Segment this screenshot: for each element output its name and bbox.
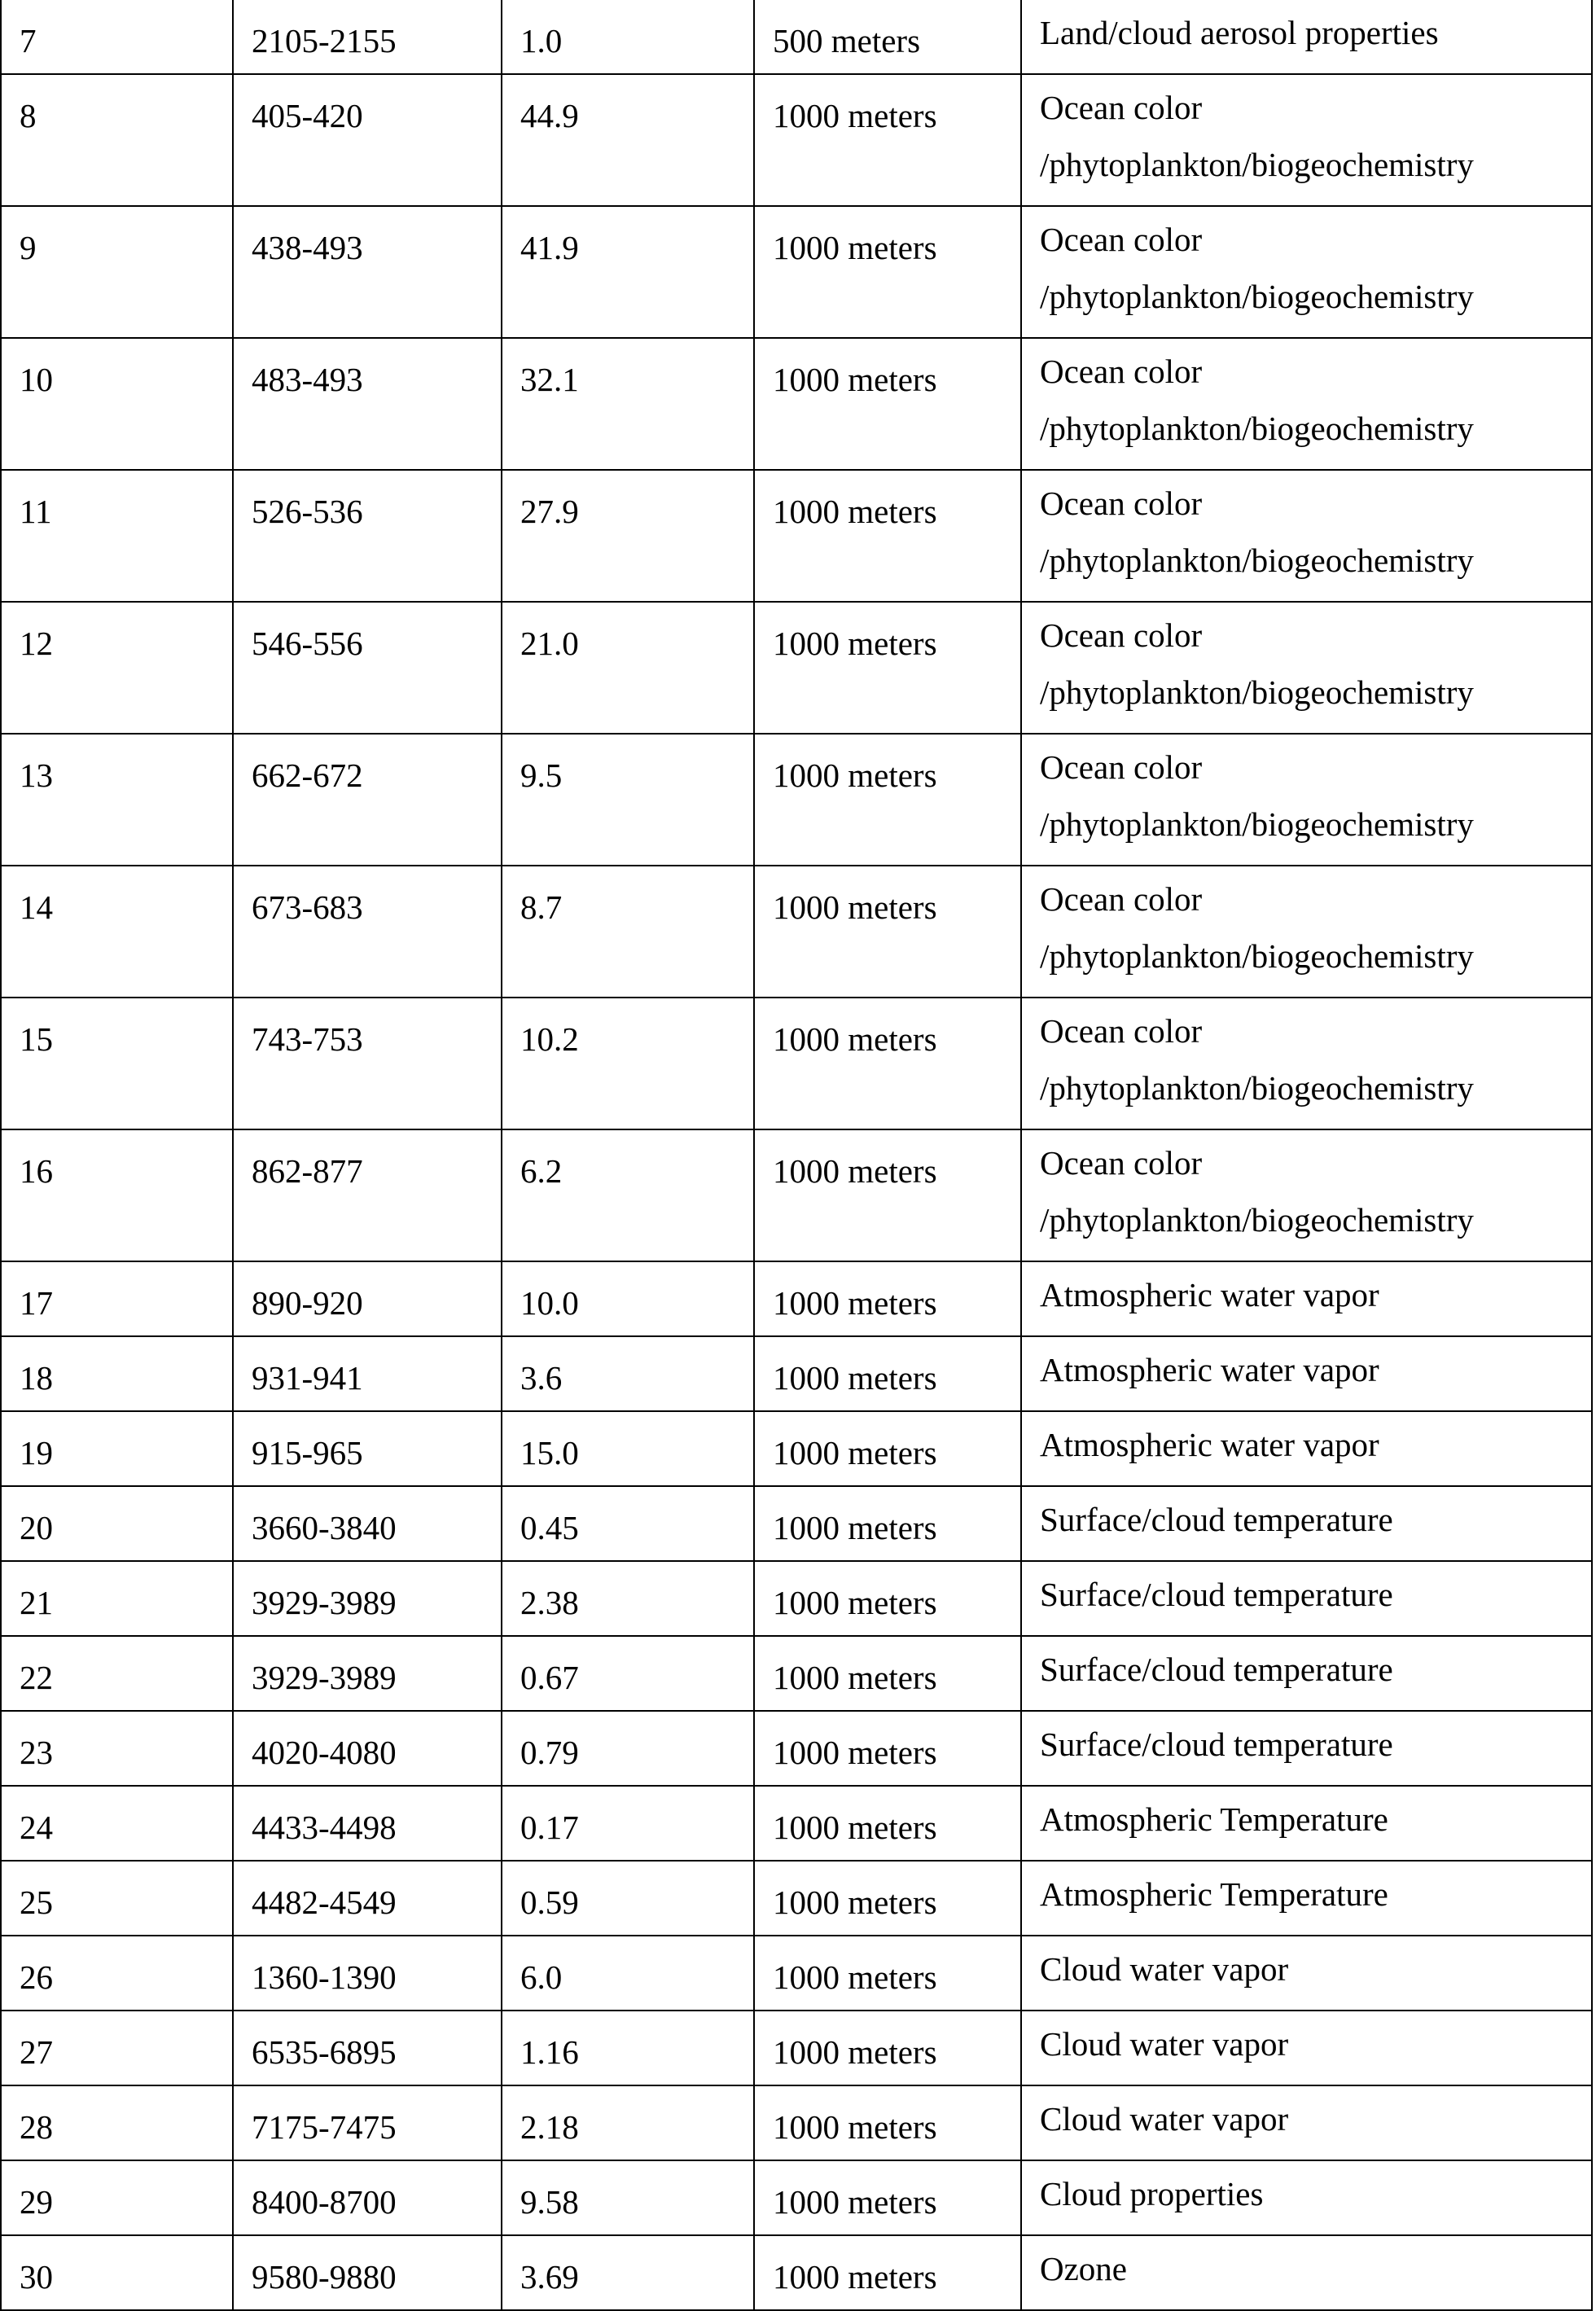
primary-use-line: Ocean color xyxy=(1040,748,1203,786)
primary-use-cell xyxy=(1021,602,1592,734)
band-number-cell: 26 xyxy=(1,1936,233,2011)
table-row xyxy=(1,74,1592,206)
resolution-cell: 1000 meters xyxy=(754,1636,1021,1711)
resolution-cell: 1000 meters xyxy=(754,1411,1021,1486)
resolution-cell: 1000 meters xyxy=(754,1486,1021,1561)
band-number-cell: 24 xyxy=(1,1786,233,1861)
table-row xyxy=(1,1861,1592,1936)
primary-use-cell xyxy=(1021,2235,1592,2310)
value-cell: 3.6 xyxy=(502,1336,754,1411)
wavelength-range-cell: 931-941 xyxy=(233,1336,502,1411)
resolution-cell: 1000 meters xyxy=(754,998,1021,1129)
value-cell: 6.2 xyxy=(502,1129,754,1261)
wavelength-range-cell: 673-683 xyxy=(233,866,502,998)
value-cell: 0.17 xyxy=(502,1786,754,1861)
resolution-cell: 1000 meters xyxy=(754,734,1021,866)
primary-use-cell xyxy=(1021,470,1592,602)
primary-use-cell xyxy=(1021,1261,1592,1336)
primary-use-cell xyxy=(1021,2011,1592,2085)
resolution-cell: 1000 meters xyxy=(754,1261,1021,1336)
primary-use-cell xyxy=(1021,1936,1592,2011)
value-cell: 0.79 xyxy=(502,1711,754,1786)
band-number-cell: 15 xyxy=(1,998,233,1129)
primary-use-line: Cloud properties xyxy=(1040,2175,1264,2212)
table-row xyxy=(1,2011,1592,2085)
value-cell: 10.0 xyxy=(502,1261,754,1336)
band-number-cell: 19 xyxy=(1,1411,233,1486)
primary-use-cell xyxy=(1021,734,1592,866)
primary-use-cell xyxy=(1021,0,1592,74)
value-cell: 15.0 xyxy=(502,1411,754,1486)
primary-use-line: /phytoplankton/biogeochemistry xyxy=(1040,146,1474,183)
primary-use-line: Cloud water vapor xyxy=(1040,2100,1289,2138)
wavelength-range-cell: 438-493 xyxy=(233,206,502,338)
resolution-cell: 1000 meters xyxy=(754,338,1021,470)
primary-use-line: Ocean color xyxy=(1040,1144,1203,1182)
wavelength-range-cell: 743-753 xyxy=(233,998,502,1129)
table-row xyxy=(1,1711,1592,1786)
wavelength-range-cell: 8400-8700 xyxy=(233,2160,502,2235)
band-number-cell: 17 xyxy=(1,1261,233,1336)
band-number-cell: 14 xyxy=(1,866,233,998)
wavelength-range-cell: 3660-3840 xyxy=(233,1486,502,1561)
primary-use-line: Atmospheric Temperature xyxy=(1040,1800,1388,1838)
primary-use-cell xyxy=(1021,1411,1592,1486)
value-cell: 9.58 xyxy=(502,2160,754,2235)
table-row xyxy=(1,998,1592,1129)
table-row xyxy=(1,338,1592,470)
primary-use-line: Cloud water vapor xyxy=(1040,1950,1289,1988)
primary-use-line: Surface/cloud temperature xyxy=(1040,1501,1393,1538)
wavelength-range-cell: 1360-1390 xyxy=(233,1936,502,2011)
band-number-cell: 12 xyxy=(1,602,233,734)
resolution-cell: 1000 meters xyxy=(754,1561,1021,1636)
primary-use-cell xyxy=(1021,1861,1592,1936)
primary-use-cell xyxy=(1021,1636,1592,1711)
value-cell: 44.9 xyxy=(502,74,754,206)
resolution-cell: 1000 meters xyxy=(754,2160,1021,2235)
primary-use-line: Land/cloud aerosol properties xyxy=(1040,14,1439,51)
primary-use-line: /phytoplankton/biogeochemistry xyxy=(1040,1069,1474,1107)
value-cell: 32.1 xyxy=(502,338,754,470)
primary-use-line: /phytoplankton/biogeochemistry xyxy=(1040,542,1474,579)
wavelength-range-cell: 662-672 xyxy=(233,734,502,866)
value-cell: 2.38 xyxy=(502,1561,754,1636)
resolution-cell: 1000 meters xyxy=(754,2235,1021,2310)
table-row xyxy=(1,470,1592,602)
band-number-cell: 23 xyxy=(1,1711,233,1786)
value-cell: 8.7 xyxy=(502,866,754,998)
wavelength-range-cell: 4433-4498 xyxy=(233,1786,502,1861)
primary-use-cell xyxy=(1021,338,1592,470)
value-cell: 41.9 xyxy=(502,206,754,338)
table-row xyxy=(1,2235,1592,2310)
table-row xyxy=(1,1786,1592,1861)
value-cell: 0.67 xyxy=(502,1636,754,1711)
table-row xyxy=(1,206,1592,338)
band-number-cell: 16 xyxy=(1,1129,233,1261)
value-cell: 1.0 xyxy=(502,0,754,74)
primary-use-cell xyxy=(1021,998,1592,1129)
primary-use-cell xyxy=(1021,74,1592,206)
primary-use-cell xyxy=(1021,2085,1592,2160)
value-cell: 27.9 xyxy=(502,470,754,602)
primary-use-line: /phytoplankton/biogeochemistry xyxy=(1040,278,1474,315)
resolution-cell: 1000 meters xyxy=(754,2085,1021,2160)
primary-use-line: /phytoplankton/biogeochemistry xyxy=(1040,937,1474,975)
wavelength-range-cell: 7175-7475 xyxy=(233,2085,502,2160)
primary-use-line: Ozone xyxy=(1040,2250,1128,2287)
resolution-cell: 1000 meters xyxy=(754,2011,1021,2085)
resolution-cell: 1000 meters xyxy=(754,1786,1021,1861)
primary-use-line: Atmospheric water vapor xyxy=(1040,1276,1379,1313)
resolution-cell: 1000 meters xyxy=(754,74,1021,206)
wavelength-range-cell: 526-536 xyxy=(233,470,502,602)
table-row xyxy=(1,1486,1592,1561)
resolution-cell: 500 meters xyxy=(754,0,1021,74)
primary-use-line: Ocean color xyxy=(1040,89,1203,126)
resolution-cell: 1000 meters xyxy=(754,1936,1021,2011)
primary-use-line: Ocean color xyxy=(1040,1012,1203,1050)
band-number-cell: 29 xyxy=(1,2160,233,2235)
primary-use-line: /phytoplankton/biogeochemistry xyxy=(1040,673,1474,711)
band-number-cell: 9 xyxy=(1,206,233,338)
resolution-cell: 1000 meters xyxy=(754,1336,1021,1411)
table-row xyxy=(1,1636,1592,1711)
wavelength-range-cell: 9580-9880 xyxy=(233,2235,502,2310)
wavelength-range-cell: 6535-6895 xyxy=(233,2011,502,2085)
wavelength-range-cell: 2105-2155 xyxy=(233,0,502,74)
band-number-cell: 25 xyxy=(1,1861,233,1936)
value-cell: 10.2 xyxy=(502,998,754,1129)
band-number-cell: 7 xyxy=(1,0,233,74)
table-row xyxy=(1,1936,1592,2011)
primary-use-line: Surface/cloud temperature xyxy=(1040,1651,1393,1688)
primary-use-line: Ocean color xyxy=(1040,353,1203,390)
wavelength-range-cell: 4020-4080 xyxy=(233,1711,502,1786)
primary-use-line: Ocean color xyxy=(1040,221,1203,258)
primary-use-cell xyxy=(1021,866,1592,998)
primary-use-line: /phytoplankton/biogeochemistry xyxy=(1040,1201,1474,1239)
band-number-cell: 10 xyxy=(1,338,233,470)
resolution-cell: 1000 meters xyxy=(754,206,1021,338)
table-row xyxy=(1,1336,1592,1411)
band-number-cell: 18 xyxy=(1,1336,233,1411)
band-number-cell: 8 xyxy=(1,74,233,206)
band-number-cell: 13 xyxy=(1,734,233,866)
table-row xyxy=(1,1261,1592,1336)
primary-use-line: Atmospheric water vapor xyxy=(1040,1426,1379,1463)
wavelength-range-cell: 862-877 xyxy=(233,1129,502,1261)
primary-use-line: Surface/cloud temperature xyxy=(1040,1726,1393,1763)
table-row xyxy=(1,602,1592,734)
value-cell: 0.59 xyxy=(502,1861,754,1936)
table-row xyxy=(1,1129,1592,1261)
primary-use-line: /phytoplankton/biogeochemistry xyxy=(1040,410,1474,447)
resolution-cell: 1000 meters xyxy=(754,602,1021,734)
value-cell: 9.5 xyxy=(502,734,754,866)
wavelength-range-cell: 890-920 xyxy=(233,1261,502,1336)
table-row xyxy=(1,734,1592,866)
resolution-cell: 1000 meters xyxy=(754,1711,1021,1786)
table-row xyxy=(1,2160,1592,2235)
band-number-cell: 21 xyxy=(1,1561,233,1636)
wavelength-range-cell: 483-493 xyxy=(233,338,502,470)
resolution-cell: 1000 meters xyxy=(754,1861,1021,1936)
wavelength-range-cell: 3929-3989 xyxy=(233,1561,502,1636)
primary-use-line: Atmospheric Temperature xyxy=(1040,1875,1388,1913)
band-number-cell: 30 xyxy=(1,2235,233,2310)
primary-use-cell xyxy=(1021,1561,1592,1636)
value-cell: 21.0 xyxy=(502,602,754,734)
primary-use-line: /phytoplankton/biogeochemistry xyxy=(1040,805,1474,843)
primary-use-line: Ocean color xyxy=(1040,880,1203,918)
value-cell: 3.69 xyxy=(502,2235,754,2310)
band-table-body xyxy=(1,0,1592,2310)
resolution-cell: 1000 meters xyxy=(754,1129,1021,1261)
primary-use-cell xyxy=(1021,2160,1592,2235)
wavelength-range-cell: 4482-4549 xyxy=(233,1861,502,1936)
primary-use-line: Cloud water vapor xyxy=(1040,2025,1289,2063)
value-cell: 0.45 xyxy=(502,1486,754,1561)
band-number-cell: 20 xyxy=(1,1486,233,1561)
resolution-cell: 1000 meters xyxy=(754,470,1021,602)
wavelength-range-cell: 546-556 xyxy=(233,602,502,734)
band-number-cell: 28 xyxy=(1,2085,233,2160)
primary-use-cell xyxy=(1021,1786,1592,1861)
primary-use-line: Atmospheric water vapor xyxy=(1040,1351,1379,1388)
table-row xyxy=(1,2085,1592,2160)
primary-use-cell xyxy=(1021,1486,1592,1561)
table-row xyxy=(1,866,1592,998)
value-cell: 6.0 xyxy=(502,1936,754,2011)
primary-use-line: Surface/cloud temperature xyxy=(1040,1576,1393,1613)
value-cell: 1.16 xyxy=(502,2011,754,2085)
wavelength-range-cell: 915-965 xyxy=(233,1411,502,1486)
primary-use-cell xyxy=(1021,206,1592,338)
primary-use-cell xyxy=(1021,1711,1592,1786)
value-cell: 2.18 xyxy=(502,2085,754,2160)
wavelength-range-cell: 3929-3989 xyxy=(233,1636,502,1711)
table-row xyxy=(1,0,1592,74)
band-number-cell: 22 xyxy=(1,1636,233,1711)
primary-use-line: Ocean color xyxy=(1040,616,1203,654)
wavelength-range-cell: 405-420 xyxy=(233,74,502,206)
band-number-cell: 27 xyxy=(1,2011,233,2085)
band-number-cell: 11 xyxy=(1,470,233,602)
primary-use-cell xyxy=(1021,1336,1592,1411)
table-row xyxy=(1,1411,1592,1486)
primary-use-cell xyxy=(1021,1129,1592,1261)
resolution-cell: 1000 meters xyxy=(754,866,1021,998)
table-row xyxy=(1,1561,1592,1636)
primary-use-line: Ocean color xyxy=(1040,485,1203,522)
